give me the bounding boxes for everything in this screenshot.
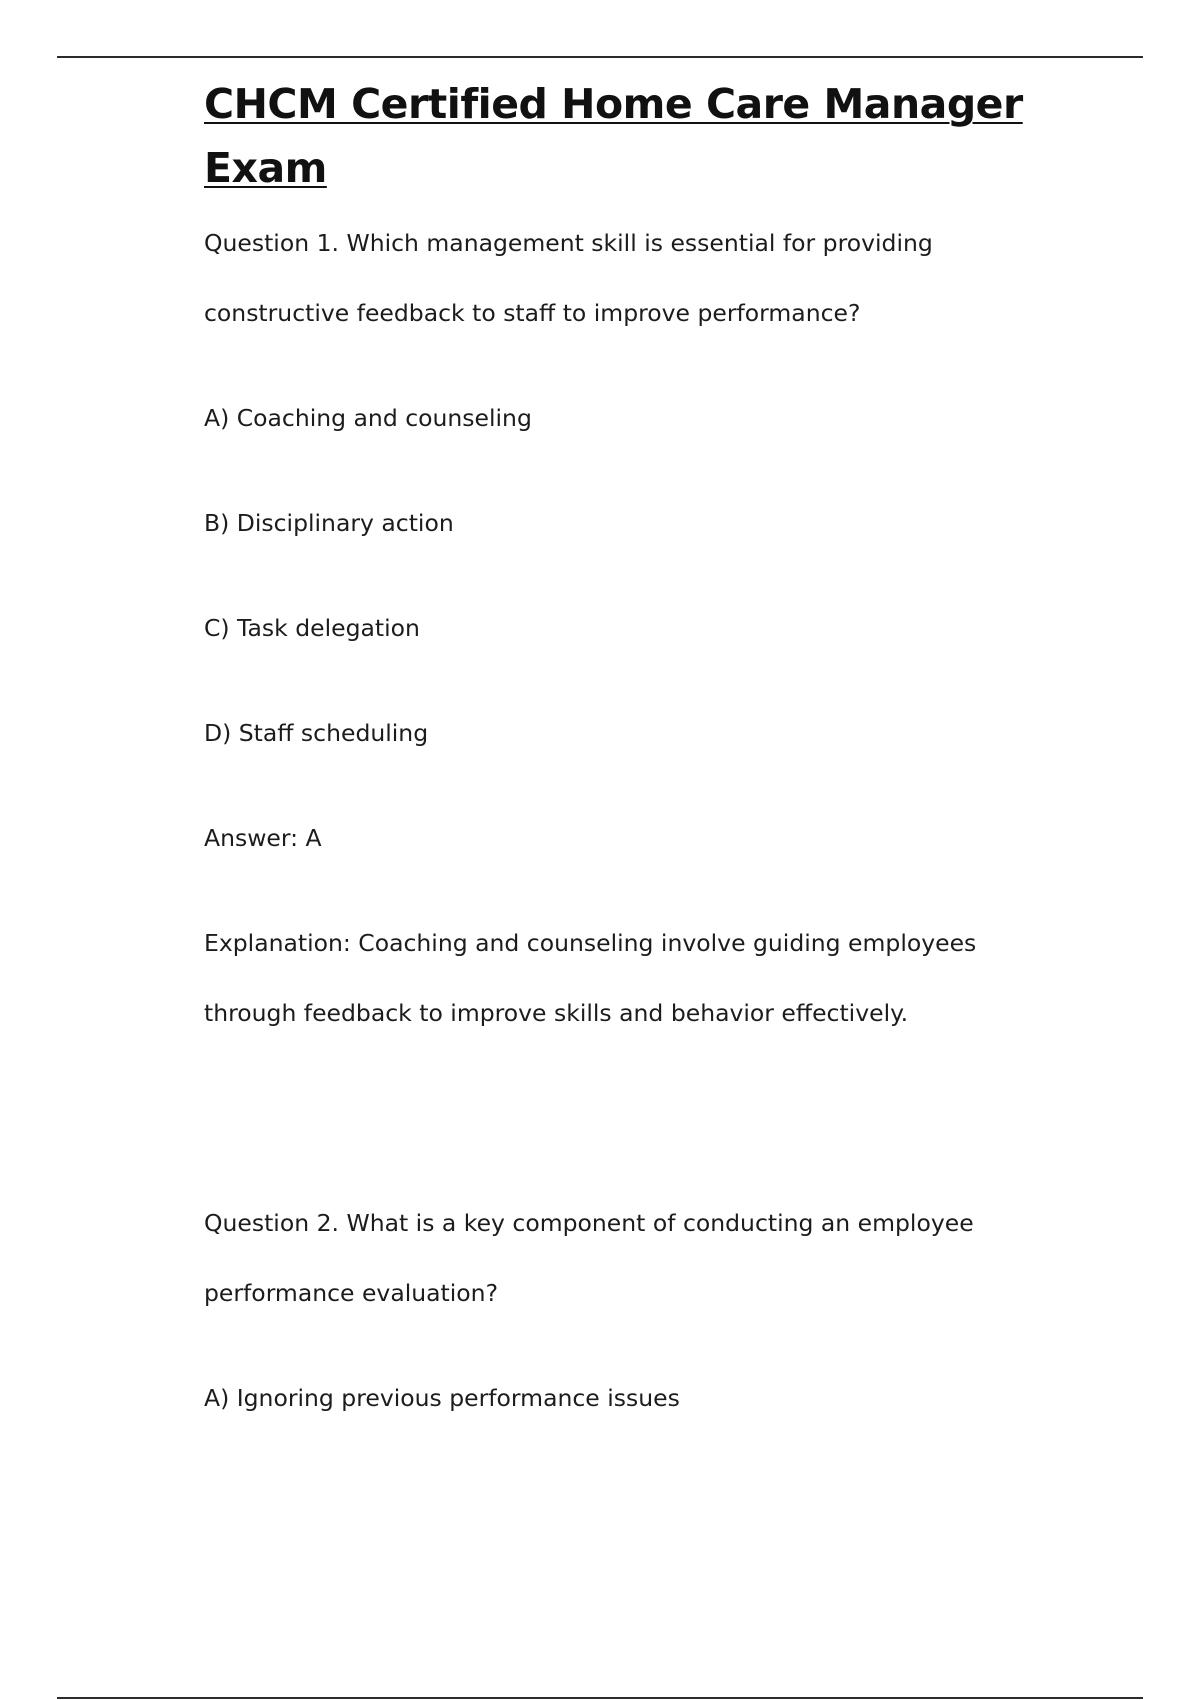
option-a: A) Ignoring previous performance issues [204, 1384, 680, 1412]
question-stem-continued: performance evaluation? [204, 1279, 499, 1307]
question-stem: Question 1. Which management skill is essential for providing [204, 229, 933, 257]
option-d: D) Staff scheduling [204, 719, 429, 747]
option-b: B) Disciplinary action [204, 509, 454, 537]
document-body [204, 72, 1084, 1433]
question-stem-continued: constructive feedback to staff to improve performance? [204, 299, 861, 327]
footer-rule [57, 1697, 1143, 1699]
answer: Answer: A [204, 824, 322, 852]
document-title: CHCM Certified Home Care Manager Exam [204, 80, 1023, 192]
explanation: Explanation: Coaching and counseling involve guiding employees [204, 929, 977, 957]
question-1 [204, 208, 1084, 1048]
option-a: A) Coaching and counseling [204, 404, 532, 432]
explanation-continued: through feedback to improve skills and behavior effectively. [204, 999, 909, 1027]
option-c: C) Task delegation [204, 614, 420, 642]
question-2 [204, 1188, 1084, 1433]
question-stem: Question 2. What is a key component of conducting an employee [204, 1209, 974, 1237]
header-rule [57, 56, 1143, 58]
